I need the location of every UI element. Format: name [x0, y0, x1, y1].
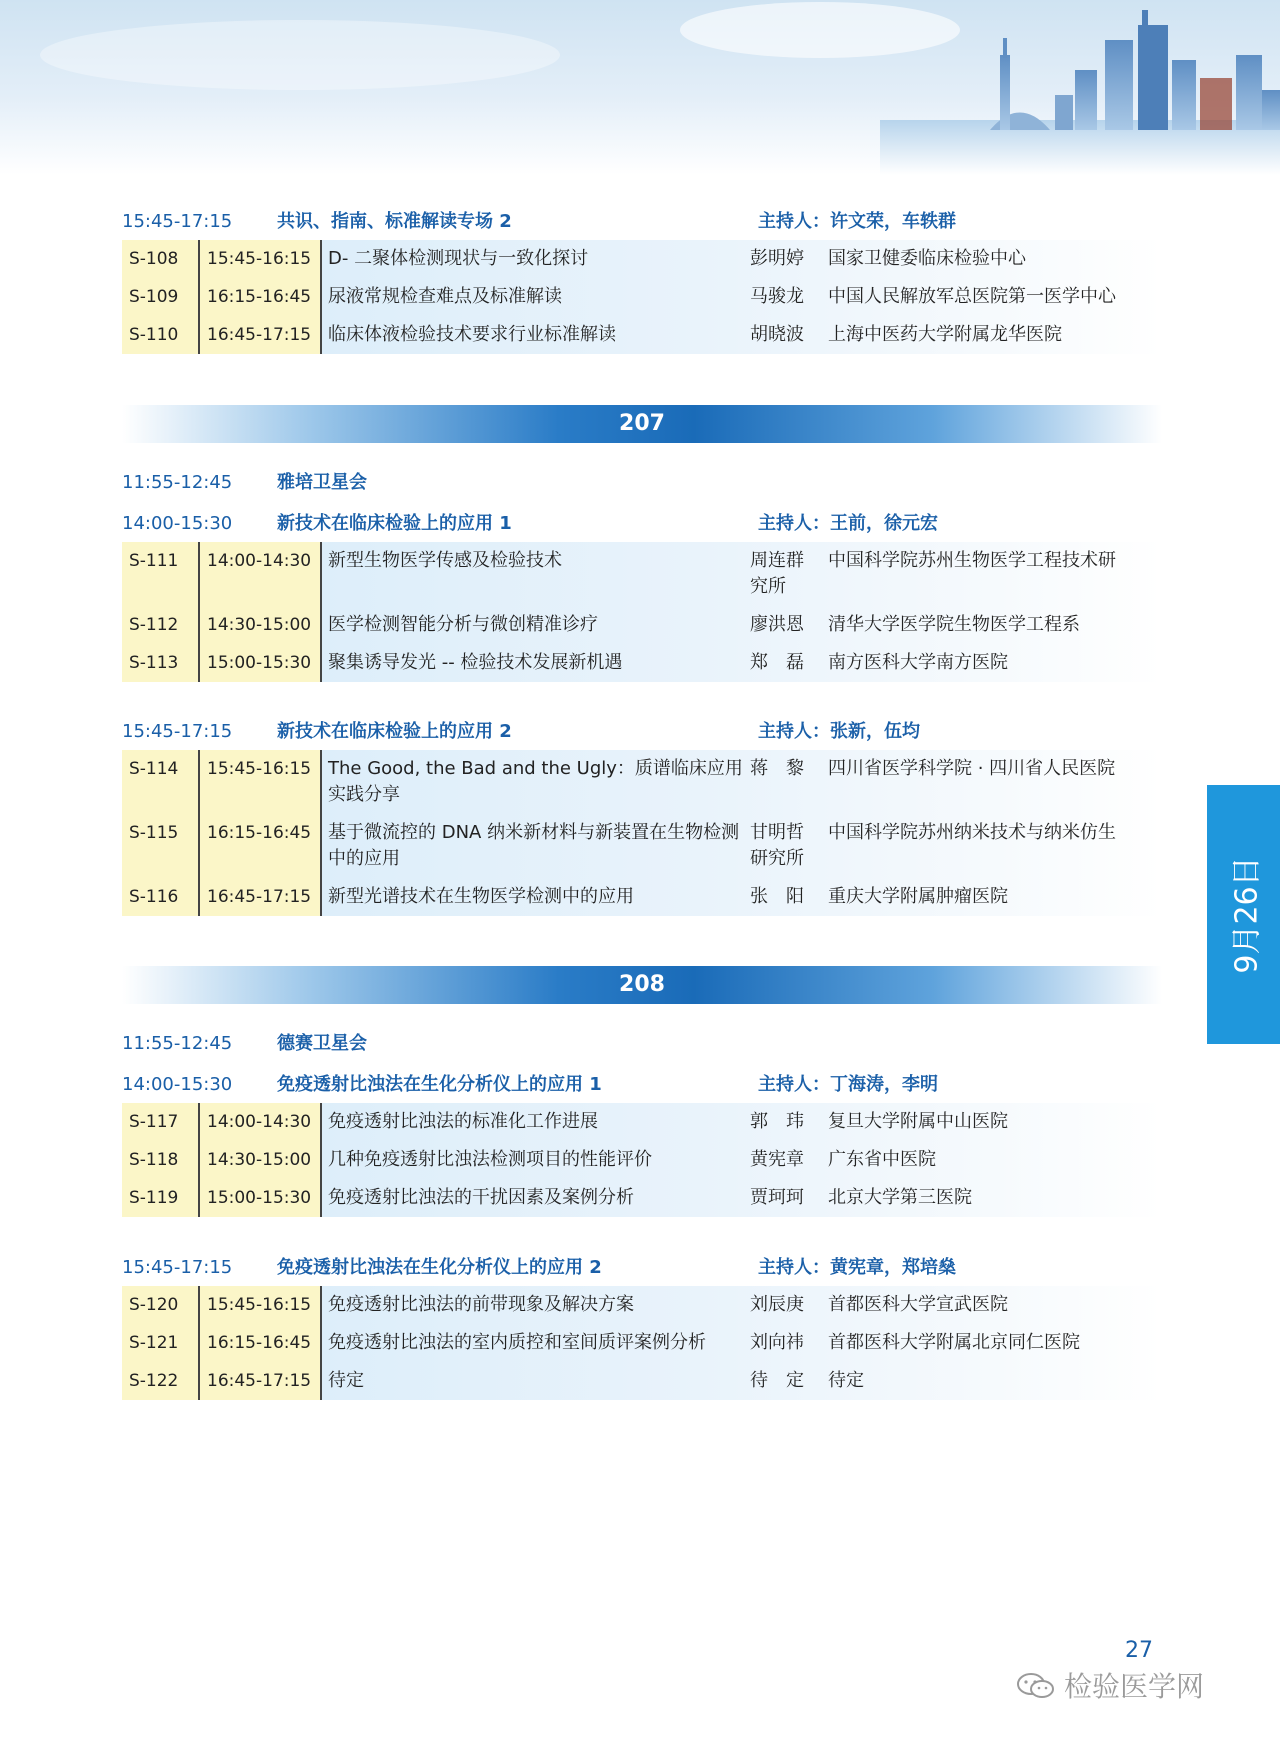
- talk-institution: 南方医科大学南方医院: [828, 652, 1008, 673]
- talk-time: 15:45-16:15: [200, 1286, 322, 1324]
- table-row: [122, 1141, 1162, 1179]
- satellite-header: [122, 466, 1162, 500]
- session-title: 新技术在临床检验上的应用 2: [277, 721, 512, 742]
- skyline-illustration: [0, 0, 1280, 175]
- room-208-bar: 208: [122, 966, 1162, 1004]
- session-title: 共识、指南、标准解读专场 2: [277, 211, 512, 232]
- talk-speaker: 郭 玮: [750, 1111, 804, 1132]
- table-row: [122, 1362, 1162, 1400]
- talk-topic: 聚集诱导发光 -- 检验技术发展新机遇: [328, 652, 623, 673]
- session-chair: 主持人：黄宪章，郑培燊: [758, 1257, 956, 1278]
- session-title: 免疫透射比浊法在生化分析仪上的应用 2: [277, 1257, 602, 1278]
- talk-speaker: 贾珂珂: [750, 1187, 804, 1208]
- talk-institution: 清华大学医学院生物医学工程系: [828, 614, 1080, 635]
- talk-speaker-name: 甘明哲: [750, 822, 804, 843]
- table-row: [122, 606, 1162, 644]
- talk-code: S-113: [122, 644, 200, 682]
- talk-code: S-115: [122, 814, 200, 878]
- talk-time: 15:00-15:30: [200, 644, 322, 682]
- watermark: [1016, 1665, 1204, 1705]
- talk-speaker: 刘辰庚: [750, 1294, 804, 1315]
- talk-time: 14:30-15:00: [200, 606, 322, 644]
- talk-topic: 新型光谱技术在生物医学检测中的应用: [328, 886, 634, 907]
- talk-speaker: 张 阳: [750, 886, 804, 907]
- session-time: 15:45-17:15: [122, 1257, 233, 1278]
- talk-code: S-108: [122, 240, 200, 278]
- talk-institution: 首都医科大学宣武医院: [828, 1294, 1008, 1315]
- talk-institution: 待定: [828, 1370, 864, 1391]
- talk-institution: 四川省医学科学院 · 四川省人民医院: [828, 758, 1116, 779]
- talk-time: 16:15-16:45: [200, 814, 322, 878]
- satellite-title: 雅培卫星会: [277, 472, 367, 493]
- talk-speaker: 待 定: [750, 1370, 804, 1391]
- talk-institution: 国家卫健委临床检验中心: [828, 248, 1026, 269]
- talk-institution: 复旦大学附属中山医院: [828, 1111, 1008, 1132]
- talk-code: S-120: [122, 1286, 200, 1324]
- talk-topic: 新型生物医学传感及检验技术: [328, 550, 562, 571]
- wechat-icon: [1016, 1672, 1056, 1698]
- table-row: [122, 1324, 1162, 1362]
- session-header: [122, 1251, 1162, 1285]
- talk-time: 16:45-17:15: [200, 316, 322, 354]
- session-table: [122, 1286, 1162, 1400]
- talk-code: S-118: [122, 1141, 200, 1179]
- date-side-tab: [1207, 785, 1280, 1044]
- talk-institution-cont: 研究所: [750, 848, 804, 869]
- session-table: [122, 750, 1162, 916]
- talk-time: 14:00-14:30: [200, 1103, 322, 1141]
- session-chair: 主持人：张新，伍均: [758, 721, 920, 742]
- session-chair: 主持人：许文荣，车轶群: [758, 211, 956, 232]
- talk-institution: 中国科学院苏州纳米技术与纳米仿生: [828, 822, 1116, 843]
- talk-topic: 医学检测智能分析与微创精准诊疗: [328, 614, 598, 635]
- talk-topic: 免疫透射比浊法的干扰因素及案例分析: [328, 1187, 634, 1208]
- talk-institution: 上海中医药大学附属龙华医院: [828, 324, 1062, 345]
- table-row: [122, 814, 1162, 878]
- talk-institution: 北京大学第三医院: [828, 1187, 972, 1208]
- talk-topic: 几种免疫透射比浊法检测项目的性能评价: [328, 1149, 652, 1170]
- satellite-time: 11:55-12:45: [122, 472, 233, 493]
- talk-institution: 广东省中医院: [828, 1149, 936, 1170]
- talk-code: S-119: [122, 1179, 200, 1217]
- talk-code: S-121: [122, 1324, 200, 1362]
- table-row: [122, 542, 1162, 606]
- table-row: [122, 240, 1162, 278]
- table-row: [122, 1103, 1162, 1141]
- talk-speaker: 郑 磊: [750, 652, 804, 673]
- satellite-title: 德赛卫星会: [277, 1033, 367, 1054]
- session-title: 免疫透射比浊法在生化分析仪上的应用 1: [277, 1074, 602, 1095]
- table-row: [122, 316, 1162, 354]
- session-table: [122, 1103, 1162, 1217]
- session-header: [122, 507, 1162, 541]
- table-row: [122, 750, 1162, 814]
- talk-speaker: 黄宪章: [750, 1149, 804, 1170]
- session-header: [122, 1068, 1162, 1102]
- talk-institution: 首都医科大学附属北京同仁医院: [828, 1332, 1080, 1353]
- talk-code: S-109: [122, 278, 200, 316]
- talk-time: 15:45-16:15: [200, 750, 322, 814]
- talk-time: 15:45-16:15: [200, 240, 322, 278]
- session-time: 15:45-17:15: [122, 211, 233, 232]
- talk-time: 14:00-14:30: [200, 542, 322, 606]
- table-row: [122, 1179, 1162, 1217]
- satellite-header: [122, 1027, 1162, 1061]
- session-chair: 主持人：丁海涛，李明: [758, 1074, 938, 1095]
- talk-time: 16:15-16:45: [200, 278, 322, 316]
- talk-code: S-111: [122, 542, 200, 606]
- talk-code: S-112: [122, 606, 200, 644]
- talk-topic: 免疫透射比浊法的标准化工作进展: [328, 1111, 598, 1132]
- talk-topic: 临床体液检验技术要求行业标准解读: [328, 324, 616, 345]
- talk-speaker: 马骏龙: [750, 286, 804, 307]
- talk-speaker-name: 周连群: [750, 550, 804, 571]
- talk-time: 16:15-16:45: [200, 1324, 322, 1362]
- table-row: [122, 278, 1162, 316]
- talk-time: 16:45-17:15: [200, 1362, 322, 1400]
- talk-code: S-116: [122, 878, 200, 916]
- watermark-text: 检验医学网: [1064, 1670, 1205, 1703]
- session-table: [122, 240, 1162, 354]
- session-table: [122, 542, 1162, 682]
- talk-speaker: [750, 814, 828, 878]
- talk-topic: 免疫透射比浊法的前带现象及解决方案: [328, 1294, 634, 1315]
- talk-speaker: 刘向祎: [750, 1332, 804, 1353]
- date-label: 9月26日: [1229, 855, 1265, 974]
- talk-topic: 尿液常规检查难点及标准解读: [328, 286, 562, 307]
- talk-topic: 基于微流控的 DNA 纳米新材料与新装置在生物检测中的应用: [328, 822, 740, 869]
- talk-code: S-110: [122, 316, 200, 354]
- talk-topic: The Good, the Bad and the Ugly：质谱临床应用实践分享: [328, 758, 743, 805]
- page-number: 27: [1125, 1638, 1153, 1663]
- talk-institution: 重庆大学附属肿瘤医院: [828, 886, 1008, 907]
- session-title: 新技术在临床检验上的应用 1: [277, 513, 512, 534]
- talk-institution: 中国科学院苏州生物医学工程技术研: [828, 550, 1116, 571]
- talk-code: S-117: [122, 1103, 200, 1141]
- talk-institution: 中国人民解放军总医院第一医学中心: [828, 286, 1116, 307]
- table-row: [122, 1286, 1162, 1324]
- talk-time: 14:30-15:00: [200, 1141, 322, 1179]
- session-chair: 主持人：王前，徐元宏: [758, 513, 938, 534]
- talk-code: S-122: [122, 1362, 200, 1400]
- talk-topic: 免疫透射比浊法的室内质控和室间质评案例分析: [328, 1332, 706, 1353]
- satellite-time: 11:55-12:45: [122, 1033, 233, 1054]
- talk-code: S-114: [122, 750, 200, 814]
- session-time: 14:00-15:30: [122, 1074, 233, 1095]
- table-row: [122, 644, 1162, 682]
- session-time: 14:00-15:30: [122, 513, 233, 534]
- session-header: [122, 715, 1162, 749]
- session-time: 15:45-17:15: [122, 721, 233, 742]
- session-header: [122, 205, 1162, 239]
- room-207-bar: 207: [122, 405, 1162, 443]
- talk-topic: 待定: [328, 1370, 364, 1391]
- table-row: [122, 878, 1162, 916]
- header-cityscape: [0, 0, 1280, 175]
- talk-speaker: 廖洪恩: [750, 614, 804, 635]
- talk-institution-cont: 究所: [750, 576, 786, 597]
- talk-speaker: 彭明婷: [750, 248, 804, 269]
- talk-time: 15:00-15:30: [200, 1179, 322, 1217]
- talk-time: 16:45-17:15: [200, 878, 322, 916]
- talk-topic: D- 二聚体检测现状与一致化探讨: [328, 248, 589, 269]
- talk-speaker: [750, 542, 828, 606]
- talk-speaker: 蒋 黎: [750, 758, 804, 779]
- talk-speaker: 胡晓波: [750, 324, 804, 345]
